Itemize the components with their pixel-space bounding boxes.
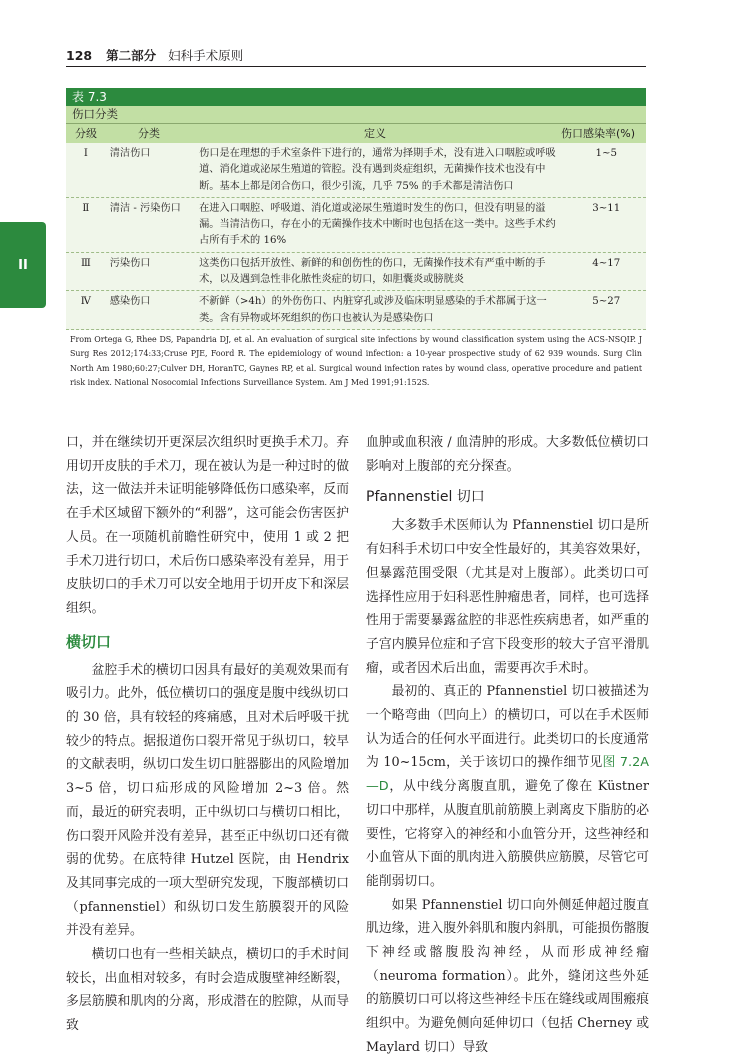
body-paragraph: 血肿或血积液 / 血清肿的形成。大多数低位横切口影响对上腹部的充分探查。 xyxy=(366,435,649,474)
cell-category: 污染伤口 xyxy=(109,257,151,269)
cell-category: 清洁伤口 xyxy=(109,148,151,159)
table-header-row xyxy=(66,123,646,143)
body-paragraph: 盆腔手术的横切口因具有最好的美观效果而有吸引力。此外，低位横切口的强度是腹中线纵切口的 30 倍，具有较轻的疼痛感，且对术后呼吸干扰较少的特点。据报道伤口裂开常见于纵切口，较早的文献表明，纵切口发生切口脏器膨出的风险增加 3~5 倍，切口疝形成的风险增加 2~3 倍。然而，最近的研究表明，正中纵切口与横切口相比，伤口裂开风险并没有差异，甚至正中纵切口还有微弱的优势。在底特律 Hutzel 医院，由 Hendrix 及其同事完成的一项大型研究发现，下腹部横切口（pfannenstiel）和纵切口发生筋膜裂开的风险并没有差异。 xyxy=(66,662,349,939)
part-label: 第二部分 xyxy=(106,48,157,63)
figure-reference-link[interactable]: 图 7.2A—D xyxy=(366,755,649,795)
table-source-note: From Ortega G, Rhee DS, Papandria DJ, et al. An evaluation of surgical site infections by wound classification system using the ACS-NSQIP. J Surg Res 2012;174:33;Cruse PJE, Foord R. The epidemiology of wound infection: a 10-year prospective study of 62 939 wounds. Surg Clin North Am 1980;60:27;Culver DH, HoranTC, Gaynes RP, et al. Surgical wound infection rates by wound class, operative procedure and patient risk index. National Nosocomial Infections Surveillance System. Am J Med 1991;91:152S. xyxy=(70,334,642,388)
part-title: 妇科手术原则 xyxy=(168,48,244,63)
col-header-definition: 定义 xyxy=(364,127,386,140)
body-paragraph: 如果 Pfannenstiel 切口向外侧延伸超过腹直肌边缘，进入腹外斜肌和腹内斜肌，可能损伤髂腹下神经或髂腹股沟神经，从而形成神经瘤（neuroma formation）。此外，缝闭这些外延的筋膜切口可以将这些神经卡压在缝线或周围瘢痕组织中。为避免侧向延伸切口（包括 Cherney 或 Maylard 切口）导致 xyxy=(366,897,649,1055)
cell-definition: 这类伤口包括开放性、新鲜的和创伤性的伤口，无菌操作技术有严重中断的手术，以及遇到急性非化脓性炎症的切口，如胆囊炎或膀胱炎 xyxy=(199,257,546,286)
body-paragraph xyxy=(366,680,649,893)
cell-grade: Ⅲ xyxy=(80,257,91,269)
cell-rate: 1~5 xyxy=(595,148,618,159)
cell-grade: Ⅱ xyxy=(82,202,90,214)
subsection-heading: Pfannenstiel 切口 xyxy=(366,489,485,506)
table-subtitle: 伤口分类 xyxy=(66,106,646,123)
left-column xyxy=(66,431,349,1038)
body-paragraph: 口，并在继续切开更深层次组织时更换手术刀。弃用切开皮肤的手术刀，现在被认为是一种过时的做法，这一做法并未证明能够降低伤口感染率，反而在手术区域留下额外的“利器”，这可能会伤害医护人员。在一项随机前瞻性研究中，使用 1 或 2 把手术刀进行切口，术后伤口感染率没有差异，用于皮肤切口的手术刀可以安全地用于切开皮下和深层组织。 xyxy=(66,435,349,616)
cell-definition: 在进入口咽腔、呼吸道、消化道或泌尿生殖道时发生的伤口，但没有明显的溢漏。当清洁伤口，存在小的无菌操作技术中断时也包括在这一类中。这些手术约占所有手术的 16% xyxy=(199,202,556,247)
cell-grade: Ⅳ xyxy=(80,296,91,308)
header-rule xyxy=(66,66,646,67)
paragraph-text: ，从中线分离腹直肌，避免了像在 Küstner 切口中那样，从腹直肌前筋膜上剥离皮下脂肪的必要性，它将穿入的神经和小血管分开，这些神经和小血管从下面的肌肉进入筋膜供应筋膜，尽管它可能削弱切口。 xyxy=(366,779,649,889)
col-header-grade: 分级 xyxy=(75,127,97,140)
body-paragraph: 横切口也有一些相关缺点，横切口的手术时间较长，出血相对较多，有时会造成腹壁神经断裂，多层筋膜和肌肉的分离，形成潜在的腔隙，从而导致 xyxy=(66,947,349,1034)
table-row xyxy=(66,253,646,292)
cell-rate: 3~11 xyxy=(592,202,621,214)
cell-definition: 不新鲜（>4h）的外伤伤口、内脏穿孔或涉及临床明显感染的手术都属于这一类。含有异物或坏死组织的伤口也被认为是感染伤口 xyxy=(199,296,547,324)
cell-category: 感染伤口 xyxy=(109,296,151,308)
table-row xyxy=(66,291,646,330)
body-paragraph: 大多数手术医师认为 Pfannenstiel 切口是所有妇科手术切口中安全性最好的，其美容效果好，但暴露范围受限（尤其是对上腹部）。此类切口可选择性应用于妇科恶性肿瘤患者，同样，也可选择性用于需要暴露盆腔的非恶性疾病患者，如严重的子宫内膜异位症和子宫下段变形的较大子宫平滑肌瘤，或者因术后出血，需要再次手术时。 xyxy=(366,518,649,676)
chapter-side-tab: II xyxy=(0,222,46,308)
cell-grade: Ⅰ xyxy=(83,148,88,159)
wound-classification-table xyxy=(66,88,646,391)
col-header-category: 分类 xyxy=(138,127,160,140)
cell-category: 清洁 - 污染伤口 xyxy=(109,202,181,214)
table-row xyxy=(66,143,646,198)
cell-rate: 5~27 xyxy=(592,296,621,308)
cell-definition: 伤口是在理想的手术室条件下进行的，通常为择期手术，没有进入口咽腔或呼吸道、消化道或泌尿生殖道的管腔。没有遇到炎症组织，无菌操作技术也没有中断。基本上都是闭合伤口，很少引流，几乎 75% 的手术都是清洁伤口 xyxy=(199,148,556,192)
page-header xyxy=(66,46,243,64)
right-column xyxy=(366,431,649,1060)
cell-rate: 4~17 xyxy=(592,257,621,269)
paragraph-text: 最初的、真正的 Pfannenstiel 切口被描述为一个略弯曲（凹向上）的横切口，可以在手术医师认为适合的任何水平面进行。此类切口的长度通常为 10~15cm，关于该切口的操作细节见 xyxy=(366,684,649,771)
section-heading: 横切口 xyxy=(66,632,112,651)
table-row xyxy=(66,198,646,253)
page-number: 128 xyxy=(66,48,93,63)
col-header-rate: 伤口感染率(%) xyxy=(560,127,636,140)
table-number: 表 7.3 xyxy=(66,88,646,106)
